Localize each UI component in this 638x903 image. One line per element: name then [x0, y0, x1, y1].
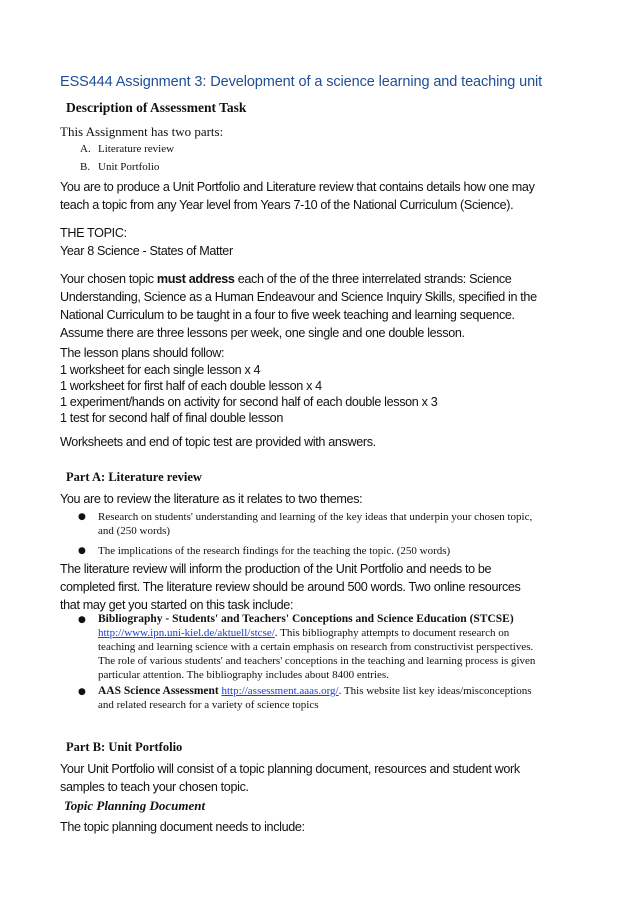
intro-paragraph [60, 178, 580, 214]
aaas-link[interactable]: http://assessment.aaas.org/ [221, 685, 339, 697]
bullet-icon: ● [78, 546, 86, 556]
topic-value: Year 8 Science - States of Matter [60, 244, 233, 258]
text-line: Research on students' understanding and learning of the key ideas that underpin your chosen topic, [98, 511, 533, 523]
lesson-plan-item: 1 worksheet for first half of each double lesson x 4 [60, 379, 322, 393]
bullet-icon: ● [78, 615, 86, 625]
text-span: . This bibliography attempts to document research on [274, 627, 510, 639]
text-line: particular attention. The bibliography includes about 8400 entries. [98, 669, 389, 681]
parts-list-item-a [80, 142, 600, 156]
text-line: samples to teach your chosen topic. [60, 780, 249, 794]
topic-label: THE TOPIC: [60, 226, 127, 240]
text-line: teach a topic from any Year level from Years 7-10 of the National Curriculum (Science). [60, 198, 514, 212]
parts-intro: This Assignment has two parts: [60, 124, 224, 139]
part-label: Unit Portfolio [98, 161, 160, 173]
bullet-icon: ● [78, 512, 86, 522]
lesson-plan-item: 1 experiment/hands on activity for second half of each double lesson x 3 [60, 395, 438, 409]
part-b-paragraph [60, 760, 580, 796]
text-line: teaching and learning science with a certain emphasis on research from constructivist perspectives. [98, 641, 534, 653]
answers-note: Worksheets and end of topic test are provided with answers. [60, 435, 376, 449]
part-b-heading: Part B: Unit Portfolio [66, 740, 183, 754]
text-line: Assume there are three lessons per week, one single and one double lesson. [60, 326, 465, 340]
document-title: ESS444 Assignment 3: Development of a science learning and teaching unit [60, 74, 543, 90]
text-line: completed first. The literature review should be around 500 words. Two online resources [60, 580, 521, 594]
stcse-link[interactable]: http://www.ipn.uni-kiel.de/aktuell/stcse/ [98, 627, 275, 639]
topic-planning-subheading: Topic Planning Document [64, 798, 206, 813]
text-line [98, 626, 573, 640]
text-line: You are to produce a Unit Portfolio and Literature review that contains details how one may [60, 180, 535, 194]
theme-text [98, 510, 573, 538]
text-span: . This website list key ideas/misconceptions [338, 685, 532, 697]
resource-title-text: AAS Science Assessment [98, 685, 219, 697]
text-line: and related research for a variety of science topics [98, 699, 319, 711]
lesson-plans-block [60, 344, 580, 426]
resource-text [98, 684, 573, 712]
part-marker: A. [80, 143, 91, 155]
literature-review-paragraph [60, 560, 580, 614]
part-a-heading: Part A: Literature review [66, 470, 202, 484]
topic-block [60, 224, 580, 260]
text-span: each of the of the three interrelated strands: Science [234, 272, 512, 286]
text-line [98, 684, 573, 698]
resource-text [98, 612, 573, 682]
resource-title [98, 612, 573, 626]
resource-title-text: Bibliography - Students' and Teachers' Conceptions and Science Education (STCSE) [98, 613, 514, 625]
text-line: and (250 words) [98, 525, 171, 537]
topic-planning-intro: The topic planning document needs to include: [60, 820, 305, 834]
part-marker: B. [80, 161, 91, 173]
text-line: The literature review will inform the production of the Unit Portfolio and needs to be [60, 562, 492, 576]
theme-text [98, 544, 573, 558]
text-line: National Curriculum to be taught in a four to five week teaching and learning sequence. [60, 308, 515, 322]
lesson-plans-intro: The lesson plans should follow: [60, 346, 225, 360]
emphasis-text: must address [156, 272, 235, 286]
part-label: Literature review [98, 143, 175, 155]
strands-paragraph [60, 270, 580, 342]
text-line: The implications of the research findings for the teaching the topic. (250 words) [98, 545, 451, 557]
text-line: that may get you started on this task include: [60, 598, 294, 612]
text-line [60, 270, 580, 288]
text-span: Your chosen topic [60, 272, 157, 286]
lesson-plan-item: 1 worksheet for each single lesson x 4 [60, 363, 261, 377]
text-line: Your Unit Portfolio will consist of a topic planning document, resources and student work [60, 762, 520, 776]
part-a-intro: You are to review the literature as it relates to two themes: [60, 492, 363, 506]
parts-list-item-b [80, 160, 600, 174]
lesson-plan-item: 1 test for second half of final double lesson [60, 411, 283, 425]
text-line: Understanding, Science as a Human Endeavour and Science Inquiry Skills, specified in the [60, 290, 537, 304]
description-heading: Description of Assessment Task [66, 100, 247, 115]
bullet-icon: ● [78, 687, 86, 697]
text-line: The role of various students' and teachers' conceptions in the teaching and learning process is given [98, 655, 536, 667]
